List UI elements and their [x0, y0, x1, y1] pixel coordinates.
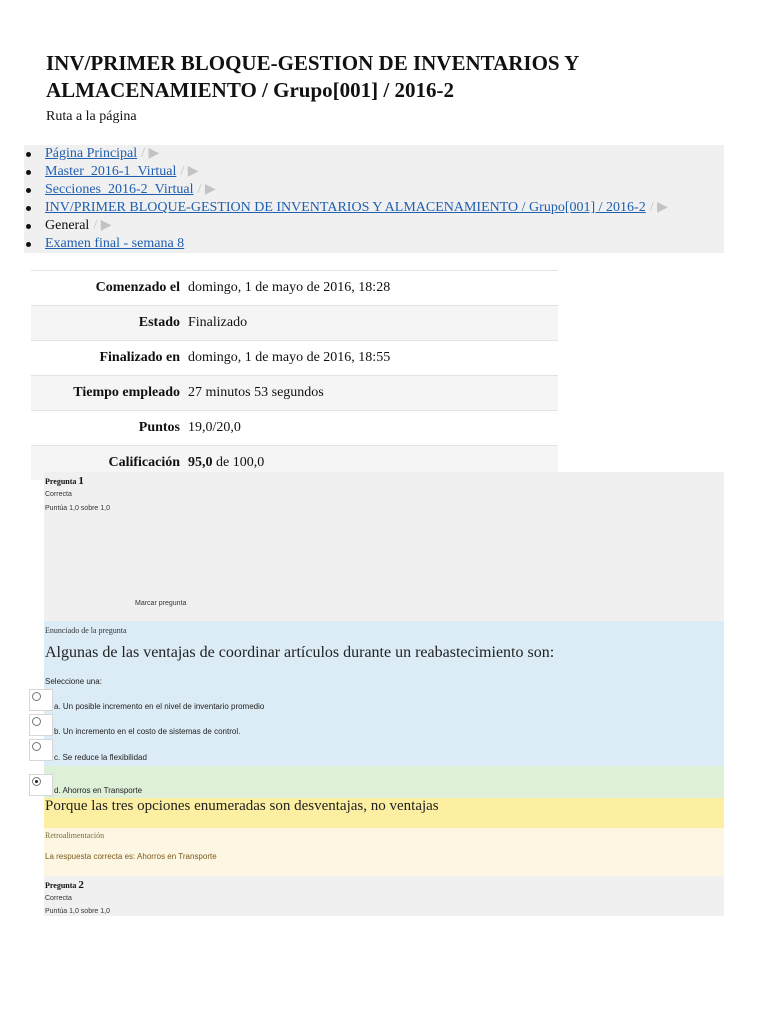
breadcrumb-item-secciones: [24, 181, 724, 199]
grade-max: de 100,0: [212, 455, 265, 470]
breadcrumb-separator: / ▶: [141, 146, 160, 161]
question-1-content: [44, 621, 724, 766]
summary-key: Comenzado el: [31, 271, 187, 306]
question-2-grade: Puntúa 1,0 sobre 1,0: [45, 908, 110, 915]
question-number: 1: [78, 475, 84, 487]
option-c-radio[interactable]: [29, 739, 53, 761]
question-2-state: Correcta: [45, 895, 72, 902]
breadcrumb-text-general: General: [45, 218, 90, 233]
summary-key: Calificación: [31, 446, 187, 481]
breadcrumb-item-home: [24, 145, 724, 163]
summary-value: domingo, 1 de mayo de 2016, 18:55: [187, 341, 558, 376]
question-2-number: [45, 879, 84, 891]
summary-key: Puntos: [31, 411, 187, 446]
option-c-label[interactable]: c. Se reduce la flexibilidad: [54, 753, 147, 762]
correct-answer-text: La respuesta correcta es: Ahorros en Transporte: [45, 852, 217, 861]
option-d-radio[interactable]: [29, 774, 53, 796]
summary-key: Finalizado en: [31, 341, 187, 376]
flag-question-link[interactable]: Marcar pregunta: [135, 600, 187, 607]
question-1-number: [45, 475, 84, 487]
question-statement-legend: Enunciado de la pregunta: [45, 626, 127, 635]
page-title: INV/PRIMER BLOQUE-GESTION DE INVENTARIOS Y ALMACENAMIENTO / Grupo[001] / 2016-2: [46, 51, 579, 102]
radio-checked-icon: [32, 777, 41, 786]
summary-value: 27 minutos 53 segundos: [187, 376, 558, 411]
question-1-text: Algunas de las ventajas de coordinar artículos durante un reabastecimiento son:: [45, 644, 555, 661]
option-d-label[interactable]: d. Ahorros en Transporte: [54, 786, 143, 795]
summary-value: Finalizado: [187, 306, 558, 341]
question-label: Pregunta: [45, 881, 77, 890]
summary-row-points: [31, 411, 558, 446]
breadcrumb-separator: / ▶: [180, 164, 199, 179]
summary-value: 19,0/20,0: [187, 411, 558, 446]
option-a-label[interactable]: a. Un posible incremento en el nivel de inventario promedio: [54, 702, 265, 711]
radio-unchecked-icon: [32, 742, 41, 751]
option-b-radio[interactable]: [29, 714, 53, 736]
question-2-info: [44, 876, 724, 916]
breadcrumb-link-master[interactable]: Master_2016-1_Virtual: [45, 164, 177, 179]
summary-key: Tiempo empleado: [31, 376, 187, 411]
summary-row-state: [31, 306, 558, 341]
question-1-state: Correcta: [45, 491, 72, 498]
breadcrumb-link-home[interactable]: Página Principal: [45, 146, 138, 161]
radio-unchecked-icon: [32, 692, 41, 701]
summary-row-finished: [31, 341, 558, 376]
summary-row-started: [31, 271, 558, 306]
breadcrumb-separator: / ▶: [649, 200, 668, 215]
option-a-radio[interactable]: [29, 689, 53, 711]
breadcrumb-link-exam[interactable]: Examen final - semana 8: [45, 236, 185, 251]
correct-answer-highlight: [44, 766, 724, 798]
question-1-info: [44, 472, 724, 621]
breadcrumb-item-master: [24, 163, 724, 181]
summary-row-time-taken: [31, 376, 558, 411]
feedback-legend: Retroalimentación: [45, 831, 105, 840]
breadcrumb-link-secciones[interactable]: Secciones_2016-2_Virtual: [45, 182, 194, 197]
option-b-label[interactable]: b. Un incremento en el costo de sistemas de control.: [54, 727, 241, 736]
summary-value: domingo, 1 de mayo de 2016, 18:28: [187, 271, 558, 306]
breadcrumb-item-general: [24, 217, 724, 235]
general-feedback: [44, 828, 724, 876]
specific-feedback-text: Porque las tres opciones enumeradas son desventajas, no ventajas: [45, 798, 439, 814]
question-1-grade: Puntúa 1,0 sobre 1,0: [45, 505, 110, 512]
attempt-summary-table: [31, 270, 558, 480]
breadcrumb: [24, 145, 724, 253]
question-label: Pregunta: [45, 477, 77, 486]
breadcrumb-link-course[interactable]: INV/PRIMER BLOQUE-GESTION DE INVENTARIOS Y ALMACENAMIENTO / Grupo[001] / 2016-2: [45, 200, 646, 215]
route-label: Ruta a la página: [46, 109, 137, 124]
breadcrumb-separator: / ▶: [197, 182, 216, 197]
question-1-prompt: Seleccione una:: [45, 677, 102, 686]
breadcrumb-item-course: [24, 199, 724, 217]
radio-unchecked-icon: [32, 717, 41, 726]
grade-value: 95,0: [188, 455, 213, 470]
breadcrumb-separator: / ▶: [93, 218, 112, 233]
breadcrumb-item-exam: [24, 235, 724, 253]
specific-feedback: [44, 798, 724, 828]
summary-key: Estado: [31, 306, 187, 341]
question-number: 2: [78, 879, 84, 891]
